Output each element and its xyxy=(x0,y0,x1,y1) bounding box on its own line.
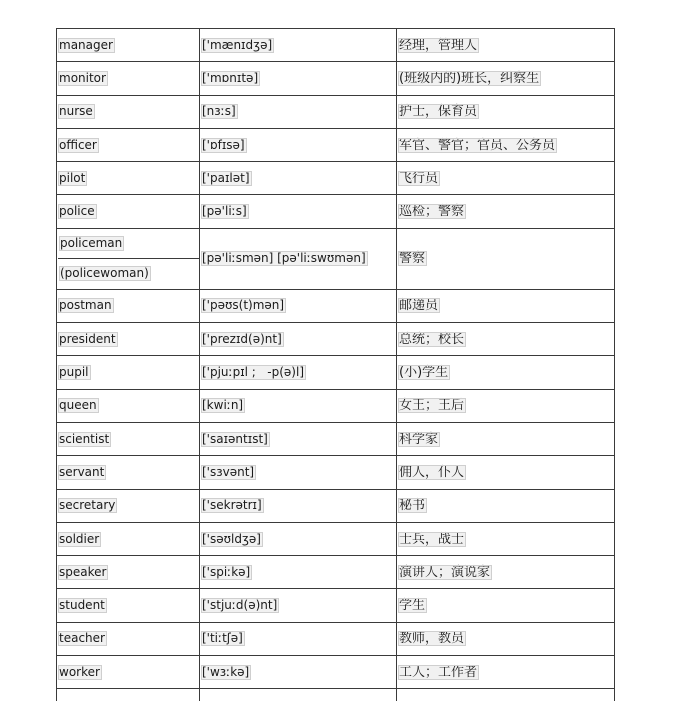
phonetic-text: ['paɪlət] xyxy=(202,170,250,185)
phonetic-text: ['prezɪd(ə)nt] xyxy=(202,331,282,346)
phonetic-cell xyxy=(200,62,397,95)
table-row xyxy=(57,522,615,555)
word-text: pilot xyxy=(59,170,86,185)
word-text: servant xyxy=(59,464,105,479)
word-cell xyxy=(57,228,200,289)
phonetic-cell xyxy=(200,29,397,62)
phonetic-cell xyxy=(200,289,397,322)
meaning-text: 秘书 xyxy=(399,498,426,514)
phonetic-text: [nɜːs] xyxy=(202,104,236,119)
word-cell xyxy=(57,522,200,555)
word-text: queen xyxy=(59,398,97,413)
phonetic-text: ['ɒfɪsə] xyxy=(202,137,245,152)
word-cell xyxy=(57,29,200,62)
meaning-text: (小)学生 xyxy=(399,365,449,381)
meaning-cell xyxy=(397,489,615,522)
meaning-text: 工人；工作者 xyxy=(399,664,478,680)
word-cell xyxy=(57,656,200,689)
meaning-cell xyxy=(397,323,615,356)
table-row xyxy=(57,456,615,489)
vocabulary-table xyxy=(56,28,615,701)
word-cell xyxy=(57,456,200,489)
phonetic-text: ['pjuːpɪl ; -p(ə)l] xyxy=(202,365,304,380)
phonetic-cell xyxy=(200,356,397,389)
meaning-text: 护士，保育员 xyxy=(399,104,478,120)
meaning-text: (班级内的)班长，纠察生 xyxy=(399,70,540,86)
meaning-text: 教师，教员 xyxy=(399,631,465,647)
meaning-cell xyxy=(397,522,615,555)
phonetic-text: ['səʊldʒə] xyxy=(202,531,261,546)
phonetic-text: ['tiːtʃə] xyxy=(202,631,243,646)
phonetic-cell xyxy=(200,389,397,422)
word-cell-bottom xyxy=(58,259,199,289)
meaning-cell xyxy=(397,62,615,95)
meaning-cell xyxy=(397,422,615,455)
meaning-text: 邮递员 xyxy=(399,298,439,314)
table-row xyxy=(57,29,615,62)
word-cell xyxy=(57,389,200,422)
meaning-text: 学生 xyxy=(399,598,426,614)
word-text: postman xyxy=(59,298,112,313)
table-row xyxy=(57,622,615,655)
phonetic-text: ['sɜvənt] xyxy=(202,464,255,479)
meaning-text: 巡检；警察 xyxy=(399,204,465,220)
phonetic-text: [pə'liːs] xyxy=(202,204,247,219)
meaning-cell xyxy=(397,456,615,489)
word-text: officer xyxy=(59,137,97,152)
table-row xyxy=(57,389,615,422)
word-cell xyxy=(57,589,200,622)
word-text: worker xyxy=(59,664,100,679)
meaning-cell xyxy=(397,289,615,322)
table-row xyxy=(57,289,615,322)
word-cell xyxy=(57,128,200,161)
word-text: soldier xyxy=(59,531,100,546)
phonetic-cell xyxy=(200,228,397,289)
meaning-text: 佣人，仆人 xyxy=(399,464,465,480)
table-row xyxy=(57,422,615,455)
word-text: monitor xyxy=(59,70,106,85)
meaning-cell xyxy=(397,556,615,589)
meaning-cell xyxy=(397,95,615,128)
word-cell xyxy=(57,289,200,322)
phonetic-text: ['stjuːd(ə)nt] xyxy=(202,598,278,613)
phonetic-text: ['mænɪdʒə] xyxy=(202,37,273,52)
word-text: student xyxy=(59,598,105,613)
word-cell xyxy=(57,622,200,655)
meaning-cell xyxy=(397,689,615,701)
word-cell xyxy=(57,489,200,522)
meaning-text: 演讲人；演说家 xyxy=(399,564,491,580)
meaning-text: 警察 xyxy=(399,251,426,267)
word-cell xyxy=(57,195,200,228)
table-row xyxy=(57,95,615,128)
phonetic-cell xyxy=(200,556,397,589)
word-text: policeman xyxy=(60,235,123,250)
phonetic-cell xyxy=(200,128,397,161)
phonetic-text: ['sekrətrɪ] xyxy=(202,498,262,513)
table-row xyxy=(57,195,615,228)
meaning-cell xyxy=(397,389,615,422)
meaning-cell xyxy=(397,128,615,161)
table-row xyxy=(57,489,615,522)
meaning-text: 士兵，战士 xyxy=(399,531,465,547)
word-cell xyxy=(57,323,200,356)
phonetic-cell xyxy=(200,589,397,622)
word-text: police xyxy=(59,204,95,219)
phonetic-text: ['pəʊs(t)mən] xyxy=(202,298,285,313)
word-text: speaker xyxy=(59,564,107,579)
phonetic-text: ['wɜːkə] xyxy=(202,664,250,679)
word-text: (policewoman) xyxy=(60,266,149,281)
phonetic-text: [pə'liːsmən] [pə'liːswʊmən] xyxy=(202,251,366,266)
table-row xyxy=(57,323,615,356)
phonetic-cell xyxy=(200,456,397,489)
table-row xyxy=(57,356,615,389)
phonetic-cell xyxy=(200,162,397,195)
table-row xyxy=(57,228,615,289)
word-cell-top xyxy=(58,229,199,259)
word-cell xyxy=(57,689,200,701)
meaning-cell xyxy=(397,195,615,228)
word-text: teacher xyxy=(59,631,105,646)
meaning-cell xyxy=(397,356,615,389)
table-row xyxy=(57,589,615,622)
meaning-cell xyxy=(397,622,615,655)
meaning-text: 飞行员 xyxy=(399,170,439,186)
phonetic-cell xyxy=(200,195,397,228)
phonetic-text: [kwiːn] xyxy=(202,398,244,413)
phonetic-cell xyxy=(200,422,397,455)
word-cell xyxy=(57,162,200,195)
meaning-cell xyxy=(397,162,615,195)
phonetic-text: ['mɒnɪtə] xyxy=(202,70,259,85)
phonetic-cell xyxy=(200,656,397,689)
meaning-cell xyxy=(397,228,615,289)
table-row xyxy=(57,656,615,689)
table-row xyxy=(57,556,615,589)
meaning-text: 女王；王后 xyxy=(399,398,465,414)
phonetic-text: ['saɪəntɪst] xyxy=(202,431,268,446)
table-row xyxy=(57,62,615,95)
meaning-text: 经理，管理人 xyxy=(399,37,478,53)
meaning-cell xyxy=(397,29,615,62)
phonetic-text: ['spiːkə] xyxy=(202,564,251,579)
meaning-cell xyxy=(397,656,615,689)
table-row xyxy=(57,128,615,161)
table-row xyxy=(57,162,615,195)
word-cell xyxy=(57,422,200,455)
word-cell xyxy=(57,95,200,128)
phonetic-cell xyxy=(200,522,397,555)
table-row-continuation xyxy=(57,689,615,701)
word-text: pupil xyxy=(59,365,89,380)
phonetic-cell xyxy=(200,489,397,522)
word-cell xyxy=(57,62,200,95)
word-cell xyxy=(57,356,200,389)
meaning-text: 总统；校长 xyxy=(399,331,465,347)
phonetic-cell xyxy=(200,689,397,701)
word-text: manager xyxy=(59,37,113,52)
phonetic-cell xyxy=(200,323,397,356)
word-cell xyxy=(57,556,200,589)
meaning-text: 科学家 xyxy=(399,431,439,447)
phonetic-cell xyxy=(200,95,397,128)
word-text: president xyxy=(59,331,116,346)
word-text: scientist xyxy=(59,431,110,446)
phonetic-cell xyxy=(200,622,397,655)
meaning-cell xyxy=(397,589,615,622)
word-text: nurse xyxy=(59,104,93,119)
meaning-text: 军官、警官；官员、公务员 xyxy=(399,137,556,153)
word-text: secretary xyxy=(59,498,116,513)
